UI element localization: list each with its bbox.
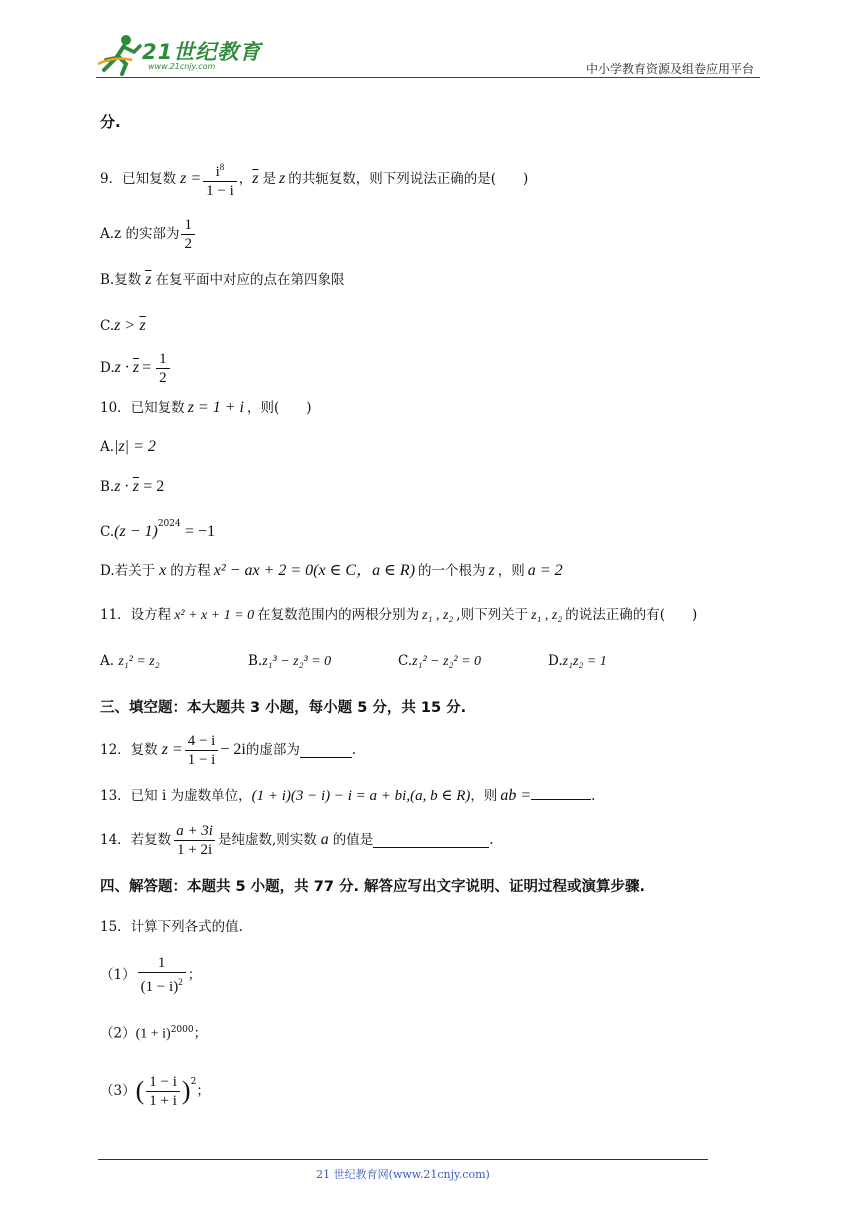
answer-blank[interactable] bbox=[300, 743, 352, 758]
q15-part-2: $(2)(1 + i)^{2000}$； bbox=[100, 1025, 208, 1042]
footer-text: 21 世纪教育网(www.21cnjy.com) bbox=[316, 1168, 490, 1181]
question-9-stem: 9．已知复数 z = $\frac{i^8}{1 - i}$ ， $\overline{z}$ 是 z 的共轭复数，则下列说法正确的是( ) bbox=[100, 160, 528, 198]
q11-option-d: D.z₁z₂ = 1 bbox=[548, 653, 607, 669]
q10-option-a: A.|z| = 2 bbox=[100, 438, 156, 455]
q9-option-d: D. z · $\overline{z}$ = $\frac{1}{2}$ bbox=[100, 348, 172, 388]
logo-text: 21世纪教育 bbox=[142, 40, 262, 64]
answer-blank[interactable] bbox=[373, 833, 489, 848]
q15-part-1: （1） $\frac{1}{(1 - i)^2}$ ； bbox=[100, 955, 202, 995]
q15-part-3: （3） ( $\frac{1 - i}{1 + i}$ ) $^2$ ； bbox=[100, 1073, 210, 1109]
q11-option-c: C.z₁² − z₂² = 0 bbox=[398, 653, 482, 669]
question-15-stem: 15．计算下列各式的值. bbox=[100, 919, 243, 935]
q9-option-a: A.z 的实部为 $\frac{1}{2}$ bbox=[100, 214, 197, 254]
site-name: 中小学教育资源及组卷应用平台 bbox=[585, 62, 754, 76]
footer-rule bbox=[98, 1159, 708, 1160]
question-13: 13．已知 i 为虚数单位，(1 + i)(3 − i) − i = a + bi,(a, b ∈ R)，则 ab = . bbox=[100, 787, 596, 804]
question-12: 12．复数 z = $\frac{4 - i}{1 - i}$ − 2i 的虚部为 . bbox=[100, 732, 357, 768]
q9-option-b: B.复数 $\overline{z}$ 在复平面中对应的点在第四象限 bbox=[100, 271, 345, 288]
header bbox=[96, 30, 760, 80]
question-14: 14．若复数 $\frac{a + 3i}{1 + 2i}$ 是纯虚数,则实数 a 的值是 . bbox=[100, 822, 494, 858]
header-rule bbox=[96, 77, 760, 78]
q10-option-d: D.若关于 x 的方程 x² − ax + 2 = 0(x ∈ C，a ∈ R) 的一个根为 z ，则 a = 2 bbox=[100, 562, 563, 579]
q9-option-c: $C.z > \overline{z}$ bbox=[100, 317, 146, 334]
q11-option-b: B.z₁³ − z₂³ = 0 bbox=[248, 653, 332, 669]
runner-logo-icon bbox=[96, 34, 144, 76]
question-11-stem: 11．设方程 x² + x + 1 = 0 在复数范围内的两根分别为 z₁ , z₂ ,则下列关于 z₁ , z₂ 的说法正确的有( ) bbox=[100, 607, 698, 623]
continuation-text: 分. bbox=[100, 113, 121, 131]
fraction: $\frac{i^8}{1 - i}$ bbox=[203, 158, 237, 200]
section-4-heading: 四、解答题：本题共 5 小题，共 77 分. 解答应写出文字说明、证明过程或演算步骤. bbox=[100, 879, 646, 895]
q10-option-b: $B.z \cdot \overline{z} = 2$ bbox=[100, 478, 165, 495]
answer-blank[interactable] bbox=[531, 785, 591, 800]
section-3-heading: 三、填空题：本大题共 3 小题，每小题 5 分，共 15 分. bbox=[100, 700, 467, 716]
question-10-stem: 10．已知复数 z = 1 + i ，则( ) bbox=[100, 399, 312, 416]
q10-option-c: $C.(z - 1)^{2024} = -1$ bbox=[100, 519, 216, 540]
q11-option-a: A. z₁² = z₂ bbox=[100, 653, 160, 669]
logo-url: www.21cnjy.com bbox=[148, 62, 216, 71]
